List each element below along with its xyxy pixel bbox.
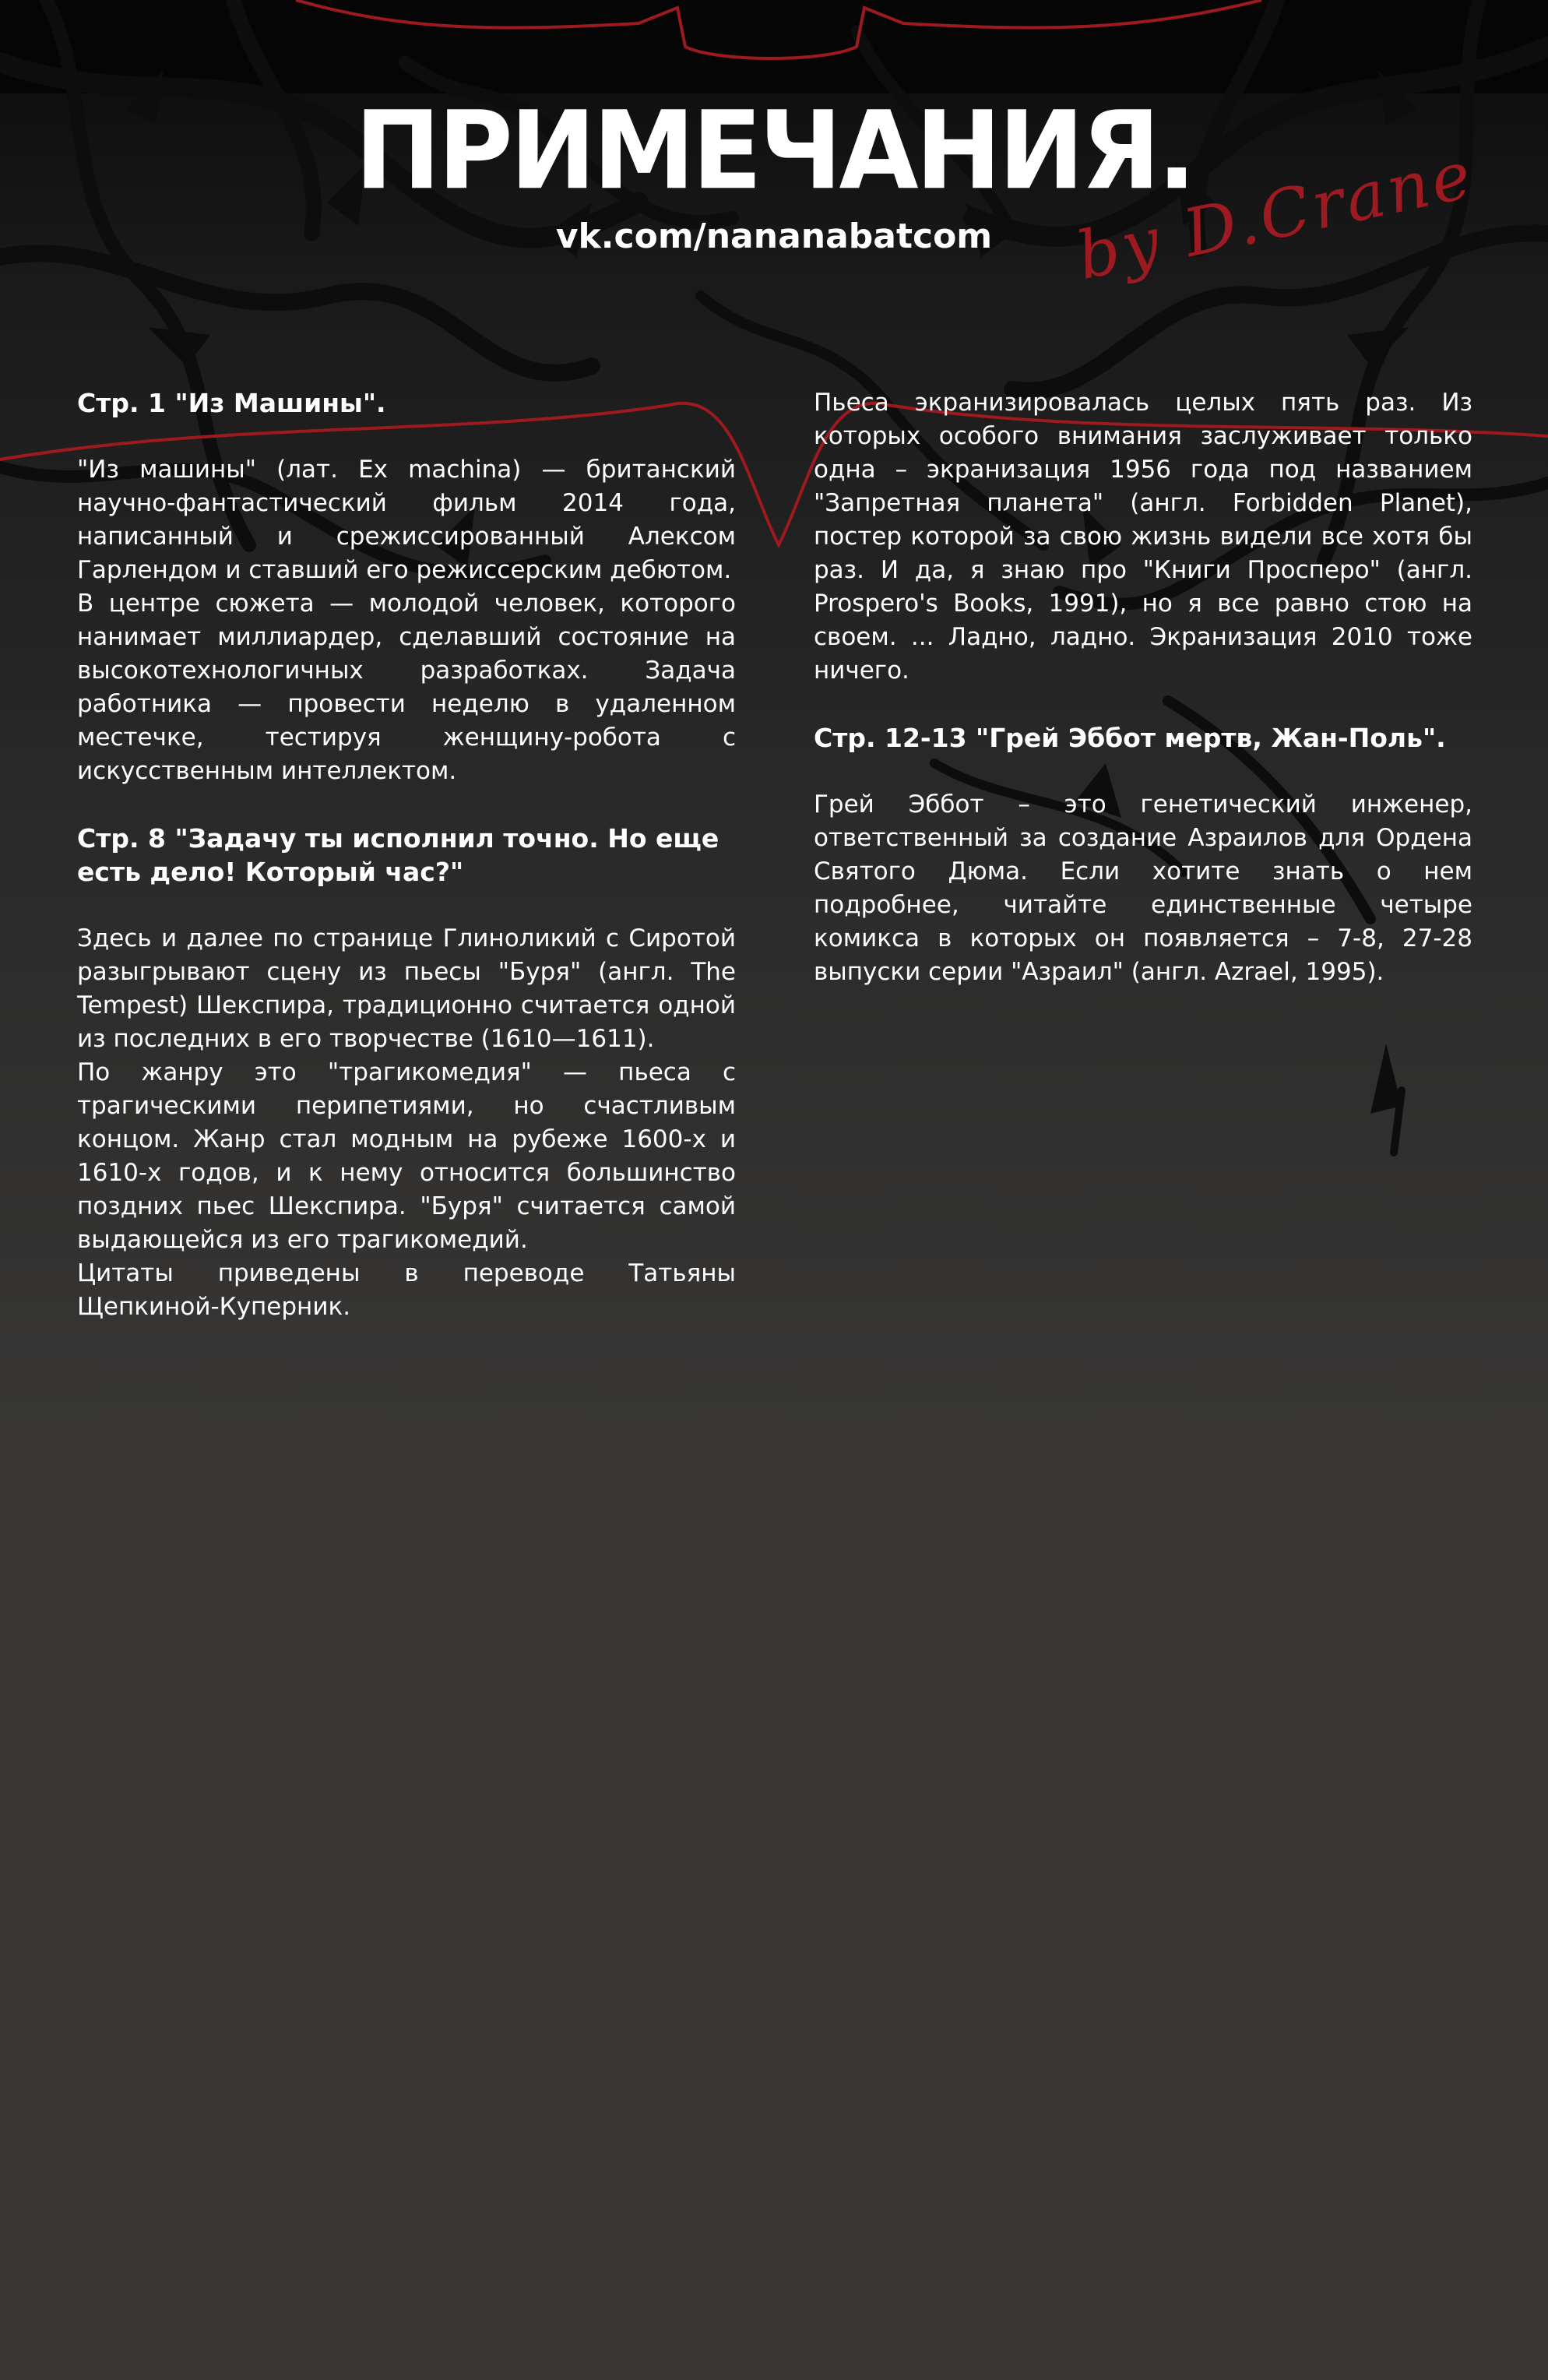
note-paragraph: Здесь и далее по странице Глиноликий с Сиротой разыгрывают сцену из пьесы "Буря" (англ. The Tempest) Шекспира, традиционно считается одной из последних в его творчестве (1610—1611). [77,924,736,1053]
note-paragraph: Цитаты приведены в переводе Татьяны Щепкиной-Куперник. [77,1259,736,1321]
note-heading: Стр. 8 "Задачу ты исполнил точно. Но еще есть дело! Который час?" [77,823,719,887]
header [0,0,1548,366]
page-title: ПРИМЕЧАНИЯ. [354,88,1194,214]
note-paragraph: В центре сюжета — молодой человек, которого нанимает миллиардер, сделавший состояние на высокотехнологичных разработках. Задача работника — провести неделю в удаленном местечке, тестируя женщину-робота с искусственным интеллектом. [77,590,736,785]
note-heading: Стр. 1 "Из Машины". [77,388,386,418]
note-paragraph: По жанру это "трагикомедия" — пьеса с трагическими перипетиями, но счастливым концом. Жанр стал модным на рубеже 1600-х и 1610-х годов, и к нему относится большинство поздних пьес Шекспира. "Буря" считается самой выдающейся из его трагикомедий. [77,1058,736,1254]
notes-left-column [77,386,736,1324]
spacer [77,788,736,822]
site-url: vk.com/nananabatcom [555,217,993,256]
translator-signature: by D.Crane [1070,136,1481,294]
note-paragraph: Грей Эббот – это генетический инженер, ответственный за создание Азраилов для Ордена Святого Дюма. Если хотите знать о нем подробнее, читайте единственные четыре комикса в которых он появляется – 7-8, 27-28 выпуски серии "Азраил" (англ. Azrael, 1995). [814,790,1472,986]
note-block [77,822,736,1324]
spacer [814,688,1472,721]
note-block [814,386,1472,688]
note-paragraph: Пьеса экранизировалась целых пять раз. Из которых особого внимания заслуживает только одна – экранизация 1956 года под названием "Запретная планета" (англ. Forbidden Planet), постер которой за свою жизнь видели все хотя бы раз. И да, я знаю про "Книги Просперо" (англ. Prospero's Books, 1991), но я все равно стою на своем. ... Ладно, ладно. Экранизация 2010 тоже ничего. [814,389,1472,685]
note-heading: Стр. 12-13 "Грей Эббот мертв, Жан-Поль". [814,723,1446,753]
note-block [814,721,1472,989]
notes-right-column [814,386,1472,989]
note-block [77,386,736,788]
note-paragraph: "Из машины" (лат. Ex machina) — британский научно-фантастический фильм 2014 года, написанный и срежиссированный Алексом Гарлендом и ставший его режиссерским дебютом. [77,456,736,584]
